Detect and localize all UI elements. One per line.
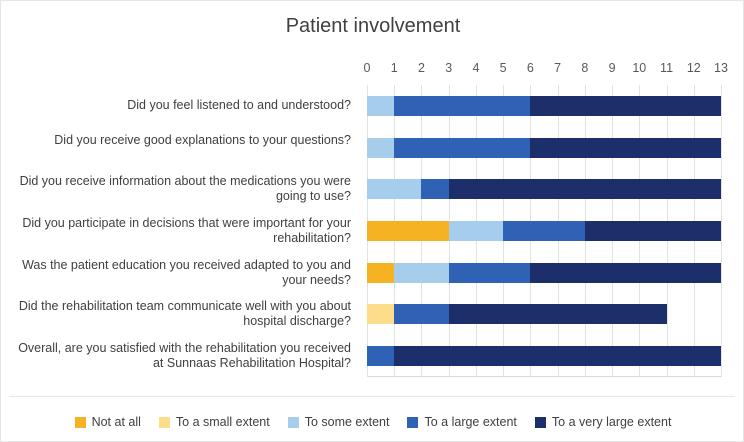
chart-title: Patient involvement: [285, 15, 461, 37]
legend-item[interactable]: [159, 415, 270, 429]
bar-segment: [367, 221, 449, 241]
bar-segment: [367, 96, 394, 116]
bar-row: [367, 346, 721, 366]
bar-segment: [530, 138, 721, 158]
bar-segment: [530, 96, 721, 116]
category-label: Overall, are you satisfied with the rehabilitation you received at Sunnaas Rehabilitation Hospital?: [18, 341, 351, 371]
bar-row: [367, 138, 721, 158]
bar-segment: [367, 346, 394, 366]
bar-segment: [421, 179, 448, 199]
legend-swatch: [159, 417, 170, 428]
x-tick-label: 4: [472, 61, 480, 75]
x-axis-tick-labels: [363, 61, 728, 81]
category-label: Did you receive information about the medications you were going to use?: [19, 174, 351, 204]
x-tick-label: 13: [714, 61, 728, 75]
y-axis-category-labels: [9, 85, 361, 377]
bar-segment: [449, 304, 667, 324]
legend-swatch: [535, 417, 546, 428]
bar-segment: [394, 304, 448, 324]
category-label: Did the rehabilitation team communicate well with you about hospital discharge?: [18, 299, 351, 329]
legend-label: Not at all: [91, 415, 141, 429]
category-label: Did you receive good explanations to your questions?: [54, 132, 351, 147]
x-tick-label: 1: [390, 61, 398, 75]
bar-segment: [367, 263, 394, 283]
bar-segment: [449, 221, 503, 241]
x-tick-label: 3: [445, 61, 453, 75]
legend-item[interactable]: [288, 415, 390, 429]
gridline: [721, 85, 722, 377]
bar-row: [367, 304, 721, 324]
x-tick-label: 2: [417, 61, 425, 75]
bar-segment: [394, 263, 448, 283]
category-label: Was the patient education you received adapted to you and your needs?: [22, 257, 351, 287]
bar-row: [367, 263, 721, 283]
x-tick-label: 6: [526, 61, 534, 75]
legend-swatch: [288, 417, 299, 428]
bar-row: [367, 179, 721, 199]
bar-segment: [394, 346, 721, 366]
x-tick-label: 5: [499, 61, 507, 75]
bar-segment: [394, 96, 530, 116]
x-tick-label: 8: [581, 61, 589, 75]
x-tick-label: 9: [608, 61, 616, 75]
bar-segment: [530, 263, 721, 283]
bar-segment: [367, 138, 394, 158]
x-axis-line: [367, 376, 721, 377]
legend-item[interactable]: [535, 415, 672, 429]
bar-segment: [394, 138, 530, 158]
plot-area: [367, 85, 721, 377]
legend-label: To a small extent: [175, 415, 270, 429]
bar-row: [367, 96, 721, 116]
x-tick-label: 11: [660, 61, 674, 75]
bar-segment: [503, 221, 585, 241]
legend-label: To some extent: [304, 415, 390, 429]
legend-swatch: [75, 417, 86, 428]
category-label: Did you feel listened to and understood?: [127, 98, 351, 113]
category-label: Did you participate in decisions that were important for your rehabilitation?: [22, 216, 351, 245]
bar-segment: [367, 304, 394, 324]
legend-divider: [9, 396, 735, 397]
bar-segment: [449, 263, 531, 283]
x-tick-label: 7: [554, 61, 562, 75]
legend-label: To a large extent: [424, 415, 517, 429]
x-tick-label: 12: [686, 61, 701, 75]
legend-label: To a very large extent: [551, 415, 672, 429]
chart-legend: [1, 415, 744, 429]
bar-segment: [367, 179, 421, 199]
x-tick-label: 0: [363, 61, 371, 75]
bar-segment: [449, 179, 721, 199]
bar-segment: [585, 221, 721, 241]
x-tick-label: 10: [632, 61, 647, 75]
legend-item[interactable]: [407, 415, 516, 429]
legend-swatch: [407, 417, 418, 428]
bar-row: [367, 221, 721, 241]
legend-item[interactable]: [75, 415, 141, 429]
